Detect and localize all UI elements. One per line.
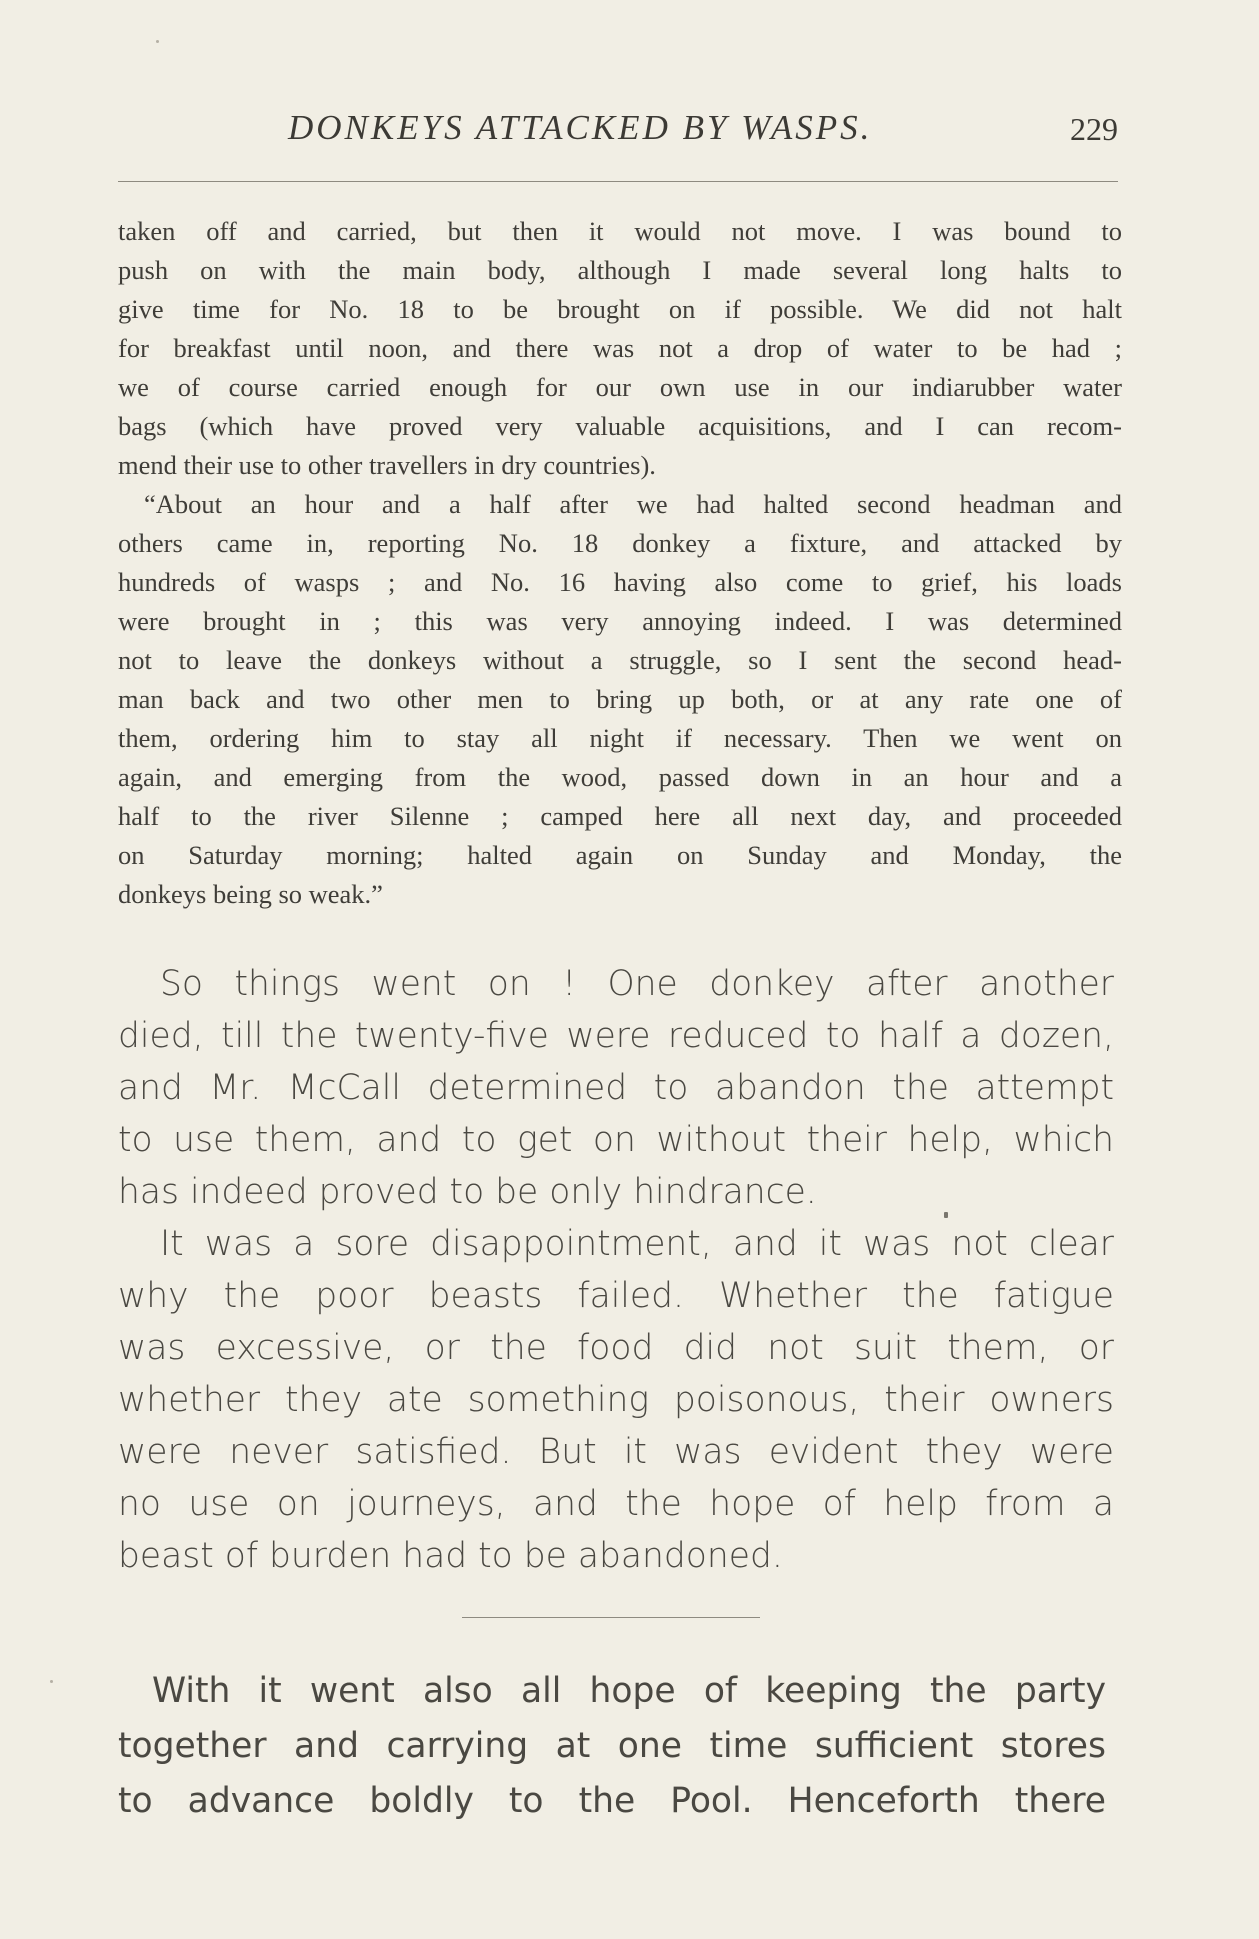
extract-line: man back and two other men to bring up both, or at any rate one of [118,684,1122,714]
extract-line: again, and emerging from the wood, passed down in an hour and a [118,762,1122,792]
extract-line: on Saturday morning; halted again on Sunday and Monday, the [118,840,1122,870]
body-line: has indeed proved to be only hindrance. [118,1172,817,1212]
extract-line: donkeys being so weak.” [118,879,383,909]
extract-line: mend their use to other travellers in dry countries). [118,450,656,480]
body-line: whether they ate something poisonous, their owners [118,1380,1114,1420]
extract-line: give time for No. 18 to be brought on if possible. We did not halt [118,294,1122,324]
extract-line: not to leave the donkeys without a struggle, so I sent the second head- [118,645,1122,675]
running-head [118,108,1118,158]
body-line: why the poor beasts failed. Whether the fatigue [118,1276,1114,1316]
extract-line: were brought in ; this was very annoying indeed. I was determined [118,606,1122,636]
extract-line: others came in, reporting No. 18 donkey a fixture, and attacked by [118,528,1122,558]
extract-line: half to the river Silenne ; camped here all next day, and proceeded [118,801,1122,831]
extract-line: taken off and carried, but then it would not move. I was bound to [118,216,1122,246]
extract-line: them, ordering him to stay all night if necessary. Then we went on [118,723,1122,753]
body-line: no use on journeys, and the hope of help from a [118,1484,1114,1524]
extract-line: we of course carried enough for our own use in our indiarubber water [118,372,1122,402]
page-speck [50,1680,53,1683]
body-line: and Mr. McCall determined to abandon the attempt [118,1068,1114,1108]
body-line: died, till the twenty-five were reduced to half a dozen, [118,1016,1114,1056]
closing-line: to advance boldly to the Pool. Henceforth there [118,1781,1106,1821]
body-line: So things went on ! One donkey after another [160,964,1114,1004]
body-line: was excessive, or the food did not suit them, or [118,1328,1114,1368]
body-line: beast of burden had to be abandoned. [118,1536,783,1576]
quoted-extract [118,212,1122,914]
extract-line: “About an hour and a half after we had halted second headman and [144,489,1122,519]
body-line: were never satisfied. But it was evident they were [118,1432,1114,1472]
header-rule [118,181,1118,182]
section-divider [462,1617,760,1618]
extract-line: for breakfast until noon, and there was not a drop of water to be had ; [118,333,1122,363]
closing-paragraph [118,1664,1106,1829]
page-speck [156,40,159,43]
body-line: It was a sore disappointment, and it was not clear [160,1224,1114,1264]
extract-line: push on with the main body, although I made several long halts to [118,255,1122,285]
closing-line: With it went also all hope of keeping the party [152,1671,1106,1711]
extract-line: hundreds of wasps ; and No. 16 having also come to grief, his loads [118,567,1122,597]
closing-line: together and carrying at one time sufficient stores [118,1726,1106,1766]
extract-line: bags (which have proved very valuable acquisitions, and I can recom- [118,411,1122,441]
body-paragraphs [118,958,1114,1582]
running-title: DONKEYS ATTACKED BY WASPS. [288,108,873,147]
page-number: 229 [1070,111,1118,147]
body-line: to use them, and to get on without their help, which [118,1120,1114,1160]
page-speck [944,1212,948,1218]
